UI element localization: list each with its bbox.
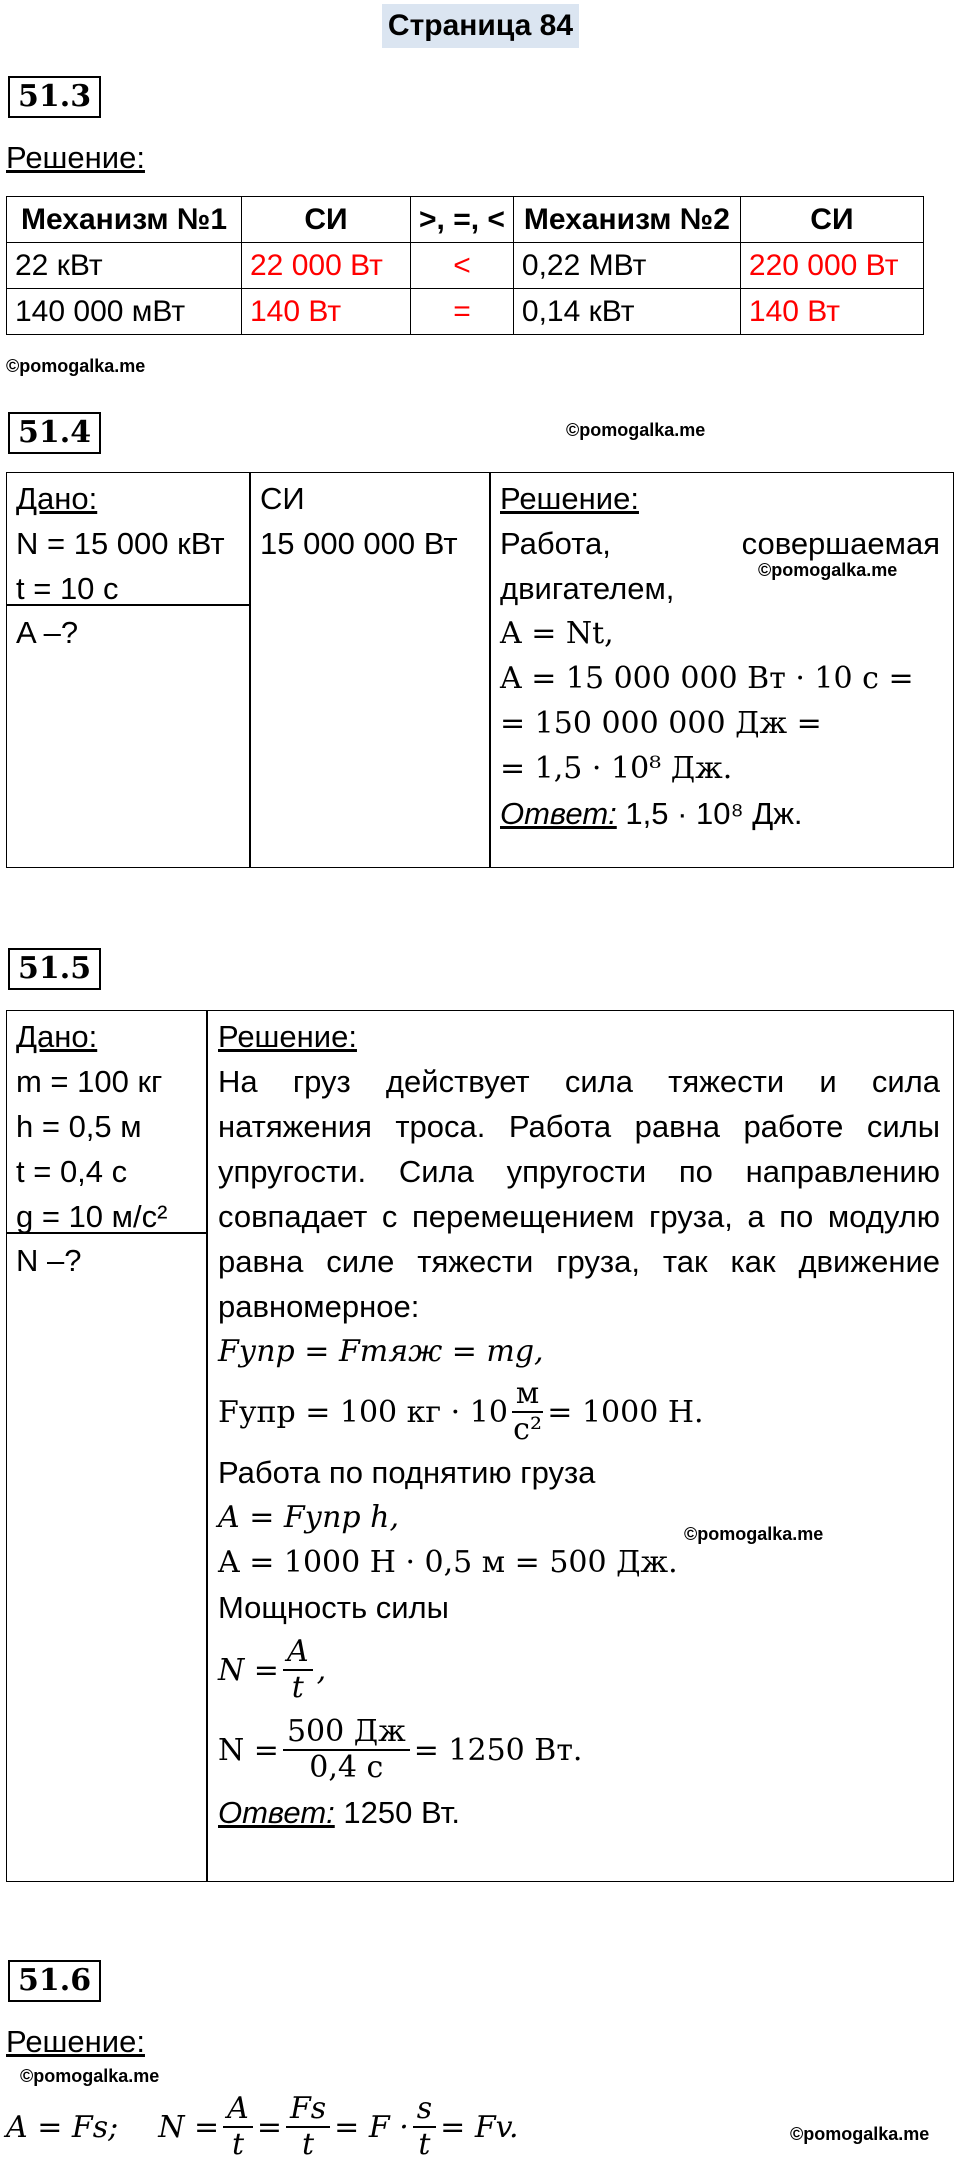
table-row [7,289,924,335]
denominator: 0,4 с [309,1750,384,1785]
formula-part: Fупр = 100 кг · 10 [218,1394,508,1430]
solution-label: Решение: [6,2024,145,2059]
solution-text: упругости. Сила упругости по направлению [218,1154,940,1189]
comparison-table [6,196,924,335]
given-label: Дано: [16,481,98,516]
find-value: A –? [16,615,79,650]
formula: A = 15 000 000 Вт · 10 с = [500,661,914,696]
answer-label: Ответ: [500,796,617,831]
solution-text: Работа по поднятию груза [218,1455,596,1490]
task-number-51-4: 51.4 [8,412,101,454]
task-number-51-3: 51.3 [8,76,101,118]
formula-part: , [316,1652,327,1688]
given-power: N = 15 000 кВт [16,526,225,561]
solution-text: равна силе тяжести груза, так как движение [218,1244,940,1279]
formula-power-velocity: A = Fs; N = $\frac{A}{t}$ = $\frac{Fs}{t}$ = F · $\frac{s}{t}$ = Fv. [6,2091,519,2162]
formula: A = Fупр h, [218,1500,400,1535]
header-compare: >, =, < [411,197,514,243]
cell: 0,22 МВт [513,243,740,289]
header-mechanism-1: Механизм №1 [7,197,242,243]
given-gravity: g = 10 м/с² [16,1199,168,1234]
si-value: 15 000 000 Вт [260,526,458,561]
cell: 220 000 Вт [740,243,923,289]
cell: < [411,243,514,289]
denominator: t [291,1670,304,1705]
formula: = 1,5 · 10⁸ Дж. [500,751,733,786]
formula: = 150 000 000 Дж = [500,706,822,741]
watermark: ©pomogalka.me [758,560,898,580]
cell: 140 Вт [740,289,923,335]
table-row [7,243,924,289]
numerator: 500 Дж [283,1715,410,1751]
formula-power [218,1630,940,1710]
find-value: N –? [16,1243,82,1278]
cell: 22 000 Вт [242,243,411,289]
denominator: с² [513,1412,542,1447]
numerator: s [413,2092,436,2128]
formula-part: N = [218,1732,279,1768]
cell: = [411,289,514,335]
formula: A = 1000 Н · 0,5 м = 500 Дж. [218,1545,678,1580]
divider [489,472,491,868]
formula-part: N = [158,2109,220,2145]
formula: Fупр = Fтяж = mg, [218,1334,544,1369]
si-label: СИ [260,481,305,516]
watermark: ©pomogalka.me [684,1524,824,1544]
cell: 0,14 кВт [513,289,740,335]
solution-text: Мощность силы [218,1590,449,1625]
given-label: Дано: [16,1019,98,1054]
table-header-row [7,197,924,243]
watermark: ©pomogalka.me [790,2124,930,2144]
numerator: A [283,1635,313,1671]
divider [206,1010,208,1882]
formula-part: = Fv. [440,2109,519,2145]
solution-text: натяжения троса. Работа равна работе силы [218,1109,940,1144]
formula-part: = F · [334,2109,409,2145]
answer-label: Ответ: [218,1795,335,1830]
cell: 140 000 мВт [7,289,242,335]
solution-text: совпадает с перемещением груза, а по модулю [218,1199,940,1234]
header-mechanism-2: Механизм №2 [513,197,740,243]
numerator: A [223,2092,253,2128]
header-si-2: СИ [740,197,923,243]
task-number-51-5: 51.5 [8,948,101,990]
formula: A = Nt, [500,616,614,651]
fraction [413,2092,436,2162]
given-height: h = 0,5 м [16,1109,142,1144]
fraction [283,1715,410,1785]
task-number-51-6: 51.6 [8,1960,101,2002]
formula-part: A = Fs; [6,2109,119,2145]
fraction [512,1377,543,1447]
solution-label: Решение: [500,481,639,516]
formula-part: = 1250 Вт. [413,1732,583,1768]
formula-part: N = [218,1652,279,1688]
solution-text: совершаемая [741,526,940,561]
solution-label: Решение: [218,1019,357,1054]
watermark: ©pomogalka.me [20,2066,160,2086]
solution-text: Работа, [500,526,611,561]
solution-text: равномерное: [218,1289,420,1324]
watermark: ©pomogalka.me [6,356,146,376]
formula-part: = 1000 Н. [547,1394,704,1430]
denominator: t [231,2127,244,2162]
solution-label: Решение: [6,140,145,175]
header-si-1: СИ [242,197,411,243]
cell: 140 Вт [242,289,411,335]
given-time: t = 0,4 с [16,1154,128,1189]
numerator: Fs [286,2092,330,2128]
given-time: t = 10 с [16,571,119,606]
cell: 22 кВт [7,243,242,289]
numerator: м [512,1377,543,1413]
formula-elastic-force [218,1374,940,1450]
fraction [223,2092,253,2162]
answer-value: 1250 Вт. [334,1795,460,1830]
denominator: t [418,2127,431,2162]
answer-value: 1,5 · 10⁸ Дж. [616,796,803,831]
divider [249,472,251,868]
denominator: t [302,2127,315,2162]
given-mass: m = 100 кг [16,1064,163,1099]
solution-text: двигателем, [500,571,675,606]
fraction [286,2092,330,2162]
formula-power-value [218,1710,940,1790]
solution-text: На груз действует сила тяжести и сила [218,1064,940,1099]
fraction [283,1635,313,1705]
watermark: ©pomogalka.me [566,420,706,440]
page-title: Страница 84 [382,4,579,48]
